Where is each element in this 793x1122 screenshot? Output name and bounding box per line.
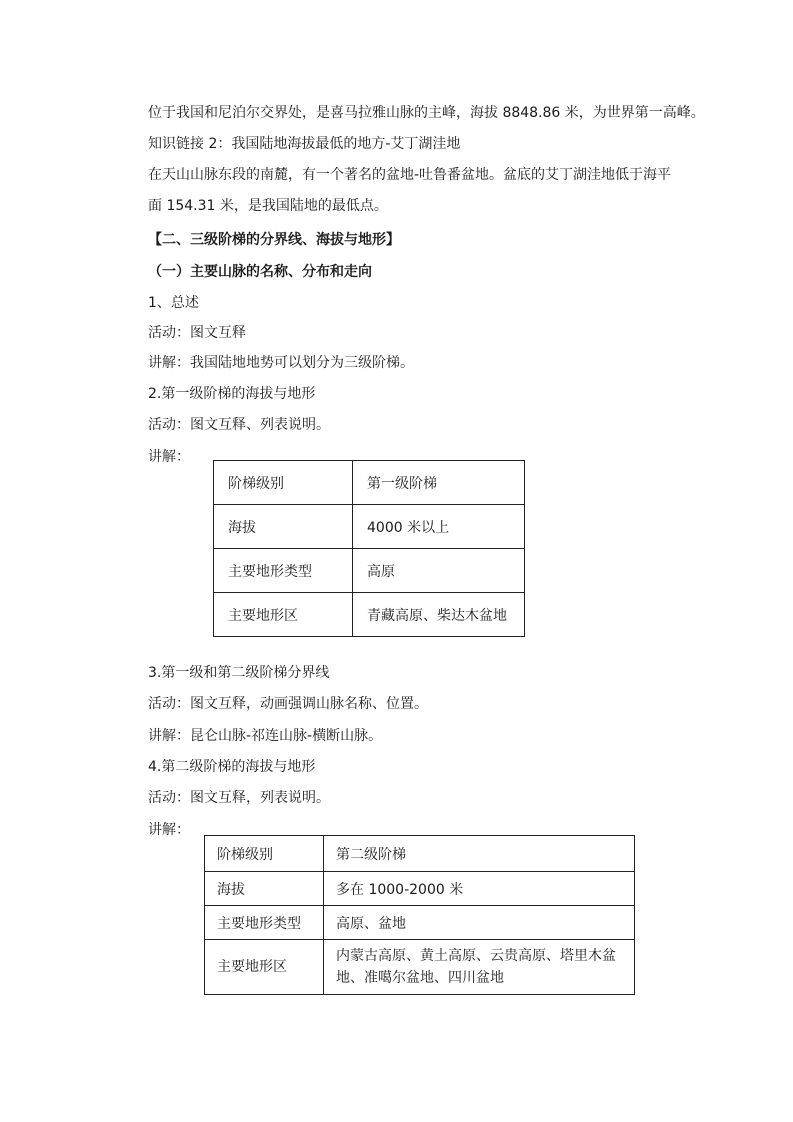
table-cell: 阶梯级别	[205, 836, 324, 872]
table-cell: 主要地形类型	[205, 906, 324, 940]
table-cell: 第二级阶梯	[324, 836, 635, 872]
table-row	[214, 461, 525, 505]
item-boundary-explanation: 讲解：昆仑山脉-祁连山脉-横断山脉。	[148, 728, 383, 744]
item-second-step-activity: 活动：图文互释，列表说明。	[148, 790, 330, 806]
table-cell: 海拔	[214, 505, 353, 549]
knowledge-link-2: 知识链接 2：我国陆地海拔最低的地方-艾丁湖洼地	[148, 136, 461, 152]
subsection-heading: （一）主要山脉的名称、分布和走向	[148, 264, 372, 280]
table-row	[214, 593, 525, 637]
table-cell: 第一级阶梯	[353, 461, 525, 505]
table-row	[214, 549, 525, 593]
table-row	[205, 836, 635, 872]
table-cell: 青藏高原、柴达木盆地	[353, 593, 525, 637]
item-overview-activity: 活动：图文互释	[148, 325, 246, 341]
table-cell: 多在 1000-2000 米	[324, 872, 635, 906]
table-cell: 主要地形区	[205, 940, 324, 995]
paragraph-aiding-lake-2: 面 154.31 米，是我国陆地的最低点。	[148, 198, 388, 214]
table-row	[205, 940, 635, 995]
item-boundary-1-2: 3.第一级和第二级阶梯分界线	[148, 665, 330, 681]
item-overview-explanation: 讲解：我国陆地地势可以划分为三级阶梯。	[148, 355, 414, 371]
table-cell: 主要地形类型	[214, 549, 353, 593]
table-row	[214, 505, 525, 549]
table-cell: 主要地形区	[214, 593, 353, 637]
table-cell: 高原、盆地	[324, 906, 635, 940]
item-boundary-activity: 活动：图文互释，动画强调山脉名称、位置。	[148, 696, 428, 712]
table-row	[205, 872, 635, 906]
table-cell: 内蒙古高原、黄土高原、云贵高原、塔里木盆地、准噶尔盆地、四川盆地	[324, 940, 635, 995]
item-first-step-activity: 活动：图文互释、列表说明。	[148, 417, 330, 433]
table-cell: 高原	[353, 549, 525, 593]
item-first-step: 2.第一级阶梯的海拔与地形	[148, 386, 316, 402]
item-first-step-explanation: 讲解：	[148, 449, 190, 465]
section-heading: 【二、三级阶梯的分界线、海拔与地形】	[148, 232, 400, 248]
paragraph-everest: 位于我国和尼泊尔交界处，是喜马拉雅山脉的主峰，海拔 8848.86 米，为世界第一高峰。	[148, 105, 705, 121]
second-step-table	[204, 835, 635, 995]
item-second-step: 4.第二级阶梯的海拔与地形	[148, 759, 316, 775]
table-cell: 阶梯级别	[214, 461, 353, 505]
table-cell: 海拔	[205, 872, 324, 906]
table-row	[205, 906, 635, 940]
first-step-table	[213, 460, 525, 637]
paragraph-aiding-lake-1: 在天山山脉东段的南麓，有一个著名的盆地-吐鲁番盆地。盆底的艾丁湖洼地低于海平	[148, 167, 672, 183]
table-cell: 4000 米以上	[353, 505, 525, 549]
item-overview: 1、总述	[148, 295, 199, 311]
item-second-step-explanation: 讲解：	[148, 822, 190, 838]
